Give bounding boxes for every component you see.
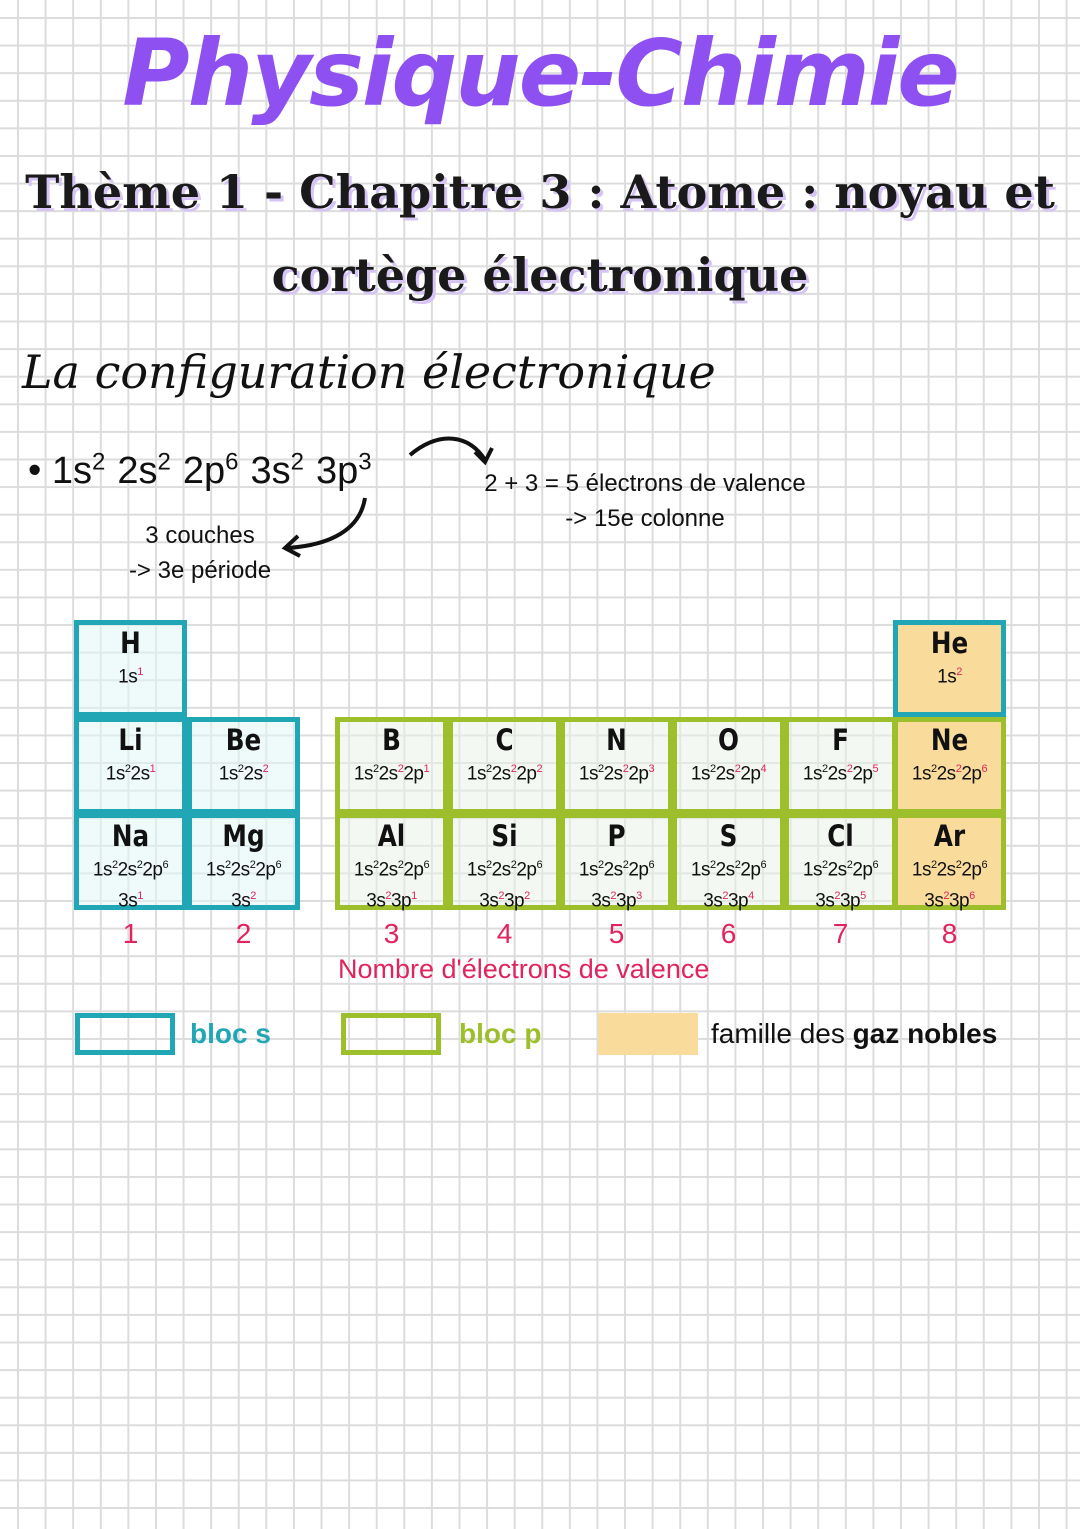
electron-configuration bbox=[192, 883, 295, 914]
subshell-exponent: 6 bbox=[423, 859, 430, 871]
orbital: $3s^2$ bbox=[250, 448, 305, 492]
subshell-exponent: 2 bbox=[249, 859, 256, 871]
orbital: $1s^2$ bbox=[51, 448, 106, 492]
legend-p-label: bloc p bbox=[459, 1018, 542, 1049]
subshell-exponent: 2 bbox=[136, 859, 143, 871]
subshell: 3s bbox=[479, 890, 499, 912]
group-number: 6 bbox=[720, 918, 737, 949]
subshell-exponent: 2 bbox=[124, 763, 131, 775]
subshell-exponent: 2 bbox=[930, 763, 937, 775]
subshell-exponent: 2 bbox=[821, 859, 828, 871]
subshell-exponent: 2 bbox=[250, 890, 256, 903]
subshell: 1s bbox=[578, 763, 598, 785]
subshell-exponent: 1 bbox=[137, 666, 143, 678]
subshell-exponent: 2 bbox=[397, 859, 404, 871]
subshell: 3p bbox=[390, 890, 412, 912]
subshell-exponent: 2 bbox=[597, 859, 604, 871]
subshell: 2p bbox=[628, 859, 649, 881]
period-note bbox=[100, 518, 300, 588]
element-cell-c bbox=[448, 717, 561, 814]
group-number: 2 bbox=[235, 918, 252, 949]
subshell: 3p bbox=[615, 890, 637, 912]
legend-noble-prefix: famille des bbox=[711, 1018, 853, 1049]
subshell-exponent: 2 bbox=[262, 763, 269, 775]
subshell: 3s bbox=[703, 890, 723, 912]
subshell-exponent: 2 bbox=[734, 763, 741, 775]
subshell-exponent: 5 bbox=[860, 890, 866, 903]
subshell: 1s bbox=[105, 763, 125, 785]
legend-s-label: bloc s bbox=[190, 1018, 271, 1049]
group-number: 1 bbox=[122, 918, 139, 949]
subshell-exponent: 2 bbox=[846, 859, 853, 871]
element-cell-ar bbox=[893, 813, 1006, 910]
subshell-exponent: 2 bbox=[111, 859, 118, 871]
subshell: 3s bbox=[366, 890, 386, 912]
group-number: 4 bbox=[496, 918, 513, 949]
subshell: 3s bbox=[591, 890, 611, 912]
element-symbol: Na bbox=[111, 819, 150, 853]
subshell-exponent: 6 bbox=[275, 859, 282, 871]
subshell: 1s bbox=[466, 763, 486, 785]
element-symbol: He bbox=[930, 626, 969, 660]
subshell: 3s bbox=[231, 890, 251, 912]
subshell-exponent: 2 bbox=[943, 890, 949, 903]
element-symbol: S bbox=[719, 819, 738, 853]
legend-noble-bold: gaz nobles bbox=[852, 1018, 998, 1049]
subshell: 1s bbox=[911, 859, 931, 881]
subshell-exponent: 4 bbox=[748, 890, 754, 903]
subshell: 2s bbox=[491, 859, 511, 881]
element-symbol: Si bbox=[491, 819, 518, 853]
subshell-exponent: 6 bbox=[872, 859, 879, 871]
chapter-title-line2: cortège électronique bbox=[271, 248, 809, 302]
arrow-right-icon bbox=[410, 439, 485, 460]
subshell: 1s bbox=[353, 763, 373, 785]
subshell-exponent: 4 bbox=[760, 763, 767, 775]
element-cell-s bbox=[672, 813, 785, 910]
subshell: 1s bbox=[118, 666, 138, 688]
subshell-exponent: 2 bbox=[956, 666, 962, 678]
subshell-exponent: 1 bbox=[149, 763, 156, 775]
subshell: 1s bbox=[802, 763, 822, 785]
electron-configuration bbox=[898, 852, 1001, 883]
element-symbol: C bbox=[495, 723, 514, 757]
subshell: 2s bbox=[715, 859, 735, 881]
subshell-exponent: 6 bbox=[162, 859, 169, 871]
element-cell-n bbox=[560, 717, 673, 814]
subshell-exponent: 2 bbox=[237, 763, 244, 775]
electron-configuration bbox=[340, 883, 443, 914]
electron-configuration bbox=[677, 883, 780, 914]
element-cell-b bbox=[335, 717, 448, 814]
electron-configuration bbox=[79, 883, 182, 914]
subshell: 2s bbox=[378, 859, 398, 881]
subshell-exponent: 2 bbox=[734, 859, 741, 871]
subshell: 1s bbox=[578, 859, 598, 881]
subshell-exponent: 2 bbox=[498, 890, 504, 903]
legend-noble-label bbox=[711, 1018, 997, 1050]
element-symbol: H bbox=[120, 626, 141, 660]
subshell: 2p bbox=[516, 763, 537, 785]
bullet: • bbox=[28, 449, 42, 492]
subshell-exponent: 1 bbox=[423, 763, 430, 775]
subshell-exponent: 2 bbox=[622, 763, 629, 775]
legend-noble-swatch bbox=[598, 1013, 698, 1055]
element-cell-na bbox=[74, 813, 187, 910]
subshell: 2s bbox=[130, 763, 150, 785]
subshell: 1s bbox=[205, 859, 225, 881]
electron-configuration bbox=[898, 756, 1001, 787]
element-symbol: Ar bbox=[933, 819, 966, 853]
subshell-exponent: 6 bbox=[981, 763, 988, 775]
electron-configuration bbox=[453, 852, 556, 883]
orbital-exponent: 6 bbox=[225, 448, 239, 475]
subshell: 3p bbox=[839, 890, 861, 912]
legend-s-swatch bbox=[75, 1013, 175, 1055]
element-symbol: Cl bbox=[827, 819, 854, 853]
period-note-line2: -> 3e période bbox=[128, 557, 272, 584]
subshell: 2p bbox=[740, 763, 761, 785]
electron-configuration bbox=[79, 852, 182, 883]
chapter-title-line1: Thème 1 - Chapitre 3 : Atome : noyau et bbox=[25, 165, 1055, 219]
subshell-exponent: 6 bbox=[969, 890, 975, 903]
valence-note bbox=[460, 466, 830, 536]
subshell: 3s bbox=[815, 890, 835, 912]
subshell-exponent: 3 bbox=[636, 890, 642, 903]
subshell: 2s bbox=[603, 763, 623, 785]
subshell-exponent: 6 bbox=[648, 859, 655, 871]
subshell: 1s bbox=[690, 859, 710, 881]
subshell-exponent: 2 bbox=[597, 763, 604, 775]
element-symbol: Al bbox=[377, 819, 406, 853]
orbital-exponent: 2 bbox=[92, 448, 106, 475]
subshell: 2p bbox=[961, 763, 982, 785]
subshell-exponent: 1 bbox=[411, 890, 417, 903]
subshell: 2p bbox=[403, 763, 424, 785]
subshell: 3s bbox=[924, 890, 944, 912]
element-cell-al bbox=[335, 813, 448, 910]
legend-p-swatch bbox=[341, 1013, 441, 1055]
subshell: 1s bbox=[937, 666, 957, 688]
subshell: 1s bbox=[353, 859, 373, 881]
subshell-exponent: 2 bbox=[485, 763, 492, 775]
electron-configuration bbox=[340, 756, 443, 787]
subshell: 2p bbox=[142, 859, 163, 881]
subshell: 1s bbox=[92, 859, 112, 881]
element-cell-cl bbox=[784, 813, 897, 910]
subshell-exponent: 2 bbox=[510, 763, 517, 775]
subshell-exponent: 2 bbox=[955, 859, 962, 871]
subshell-exponent: 5 bbox=[872, 763, 879, 775]
orbital-exponent: 2 bbox=[157, 448, 171, 475]
element-cell-p bbox=[560, 813, 673, 910]
element-symbol: N bbox=[606, 723, 627, 757]
orbital-exponent: 3 bbox=[358, 448, 372, 475]
subshell: 1s bbox=[802, 859, 822, 881]
electron-configuration bbox=[677, 852, 780, 883]
subshell: 1s bbox=[466, 859, 486, 881]
subshell-exponent: 2 bbox=[821, 763, 828, 775]
group-number: 8 bbox=[941, 918, 958, 949]
subshell-exponent: 2 bbox=[846, 763, 853, 775]
subshell-exponent: 2 bbox=[709, 763, 716, 775]
subshell-exponent: 6 bbox=[981, 859, 988, 871]
orbital: $3p^3$ bbox=[316, 448, 372, 492]
subshell: 2p bbox=[516, 859, 537, 881]
subshell-exponent: 2 bbox=[536, 763, 543, 775]
subshell: 1s bbox=[690, 763, 710, 785]
group-number: 5 bbox=[608, 918, 625, 949]
electron-configuration bbox=[453, 756, 556, 787]
electron-configuration bbox=[677, 756, 780, 787]
subshell: 2s bbox=[936, 763, 956, 785]
subshell-exponent: 2 bbox=[224, 859, 231, 871]
electron-configuration bbox=[192, 756, 295, 787]
element-cell-he bbox=[893, 620, 1006, 717]
subshell-exponent: 2 bbox=[622, 859, 629, 871]
orbital: $2s^2$ bbox=[117, 448, 171, 492]
subshell-exponent: 2 bbox=[397, 763, 404, 775]
electron-configuration bbox=[79, 756, 182, 787]
element-symbol: P bbox=[607, 819, 626, 853]
electron-configuration bbox=[789, 852, 892, 883]
subshell-exponent: 2 bbox=[372, 859, 379, 871]
electron-configuration bbox=[789, 883, 892, 914]
subshell: 2s bbox=[230, 859, 250, 881]
subshell-exponent: 2 bbox=[709, 859, 716, 871]
subshell-exponent: 2 bbox=[510, 859, 517, 871]
subshell: 2s bbox=[117, 859, 137, 881]
page-title: Physique-Chimie bbox=[122, 20, 958, 127]
subshell-exponent: 6 bbox=[760, 859, 767, 871]
section-heading: La configuration électronique bbox=[22, 345, 716, 399]
subshell: 3p bbox=[727, 890, 749, 912]
subshell-exponent: 3 bbox=[648, 763, 655, 775]
subshell: 2s bbox=[827, 859, 847, 881]
element-cell-be bbox=[187, 717, 300, 814]
subshell: 2p bbox=[403, 859, 424, 881]
subshell: 2s bbox=[827, 763, 847, 785]
subshell-exponent: 2 bbox=[834, 890, 840, 903]
orbital: $2p^6$ bbox=[182, 448, 239, 492]
electron-configuration bbox=[79, 659, 182, 690]
subshell: 2s bbox=[936, 859, 956, 881]
element-symbol: O bbox=[718, 723, 739, 757]
group-number: 3 bbox=[383, 918, 400, 949]
subshell-exponent: 2 bbox=[385, 890, 391, 903]
electron-configuration bbox=[898, 883, 1001, 914]
valence-note-line1: 2 + 3 = 5 électrons de valence bbox=[484, 470, 806, 497]
subshell-exponent: 2 bbox=[955, 763, 962, 775]
subshell: 2p bbox=[740, 859, 761, 881]
subshell-exponent: 2 bbox=[372, 763, 379, 775]
group-number: 7 bbox=[832, 918, 849, 949]
electron-configuration bbox=[565, 852, 668, 883]
subshell: 2s bbox=[603, 859, 623, 881]
subshell-exponent: 2 bbox=[524, 890, 530, 903]
period-note-line1: 3 couches bbox=[145, 522, 255, 549]
subshell: 3p bbox=[948, 890, 970, 912]
subshell-exponent: 1 bbox=[137, 890, 143, 903]
subshell: 2p bbox=[852, 859, 873, 881]
subshell-exponent: 6 bbox=[536, 859, 543, 871]
element-symbol: F bbox=[832, 723, 849, 757]
valence-axis-label: Nombre d'électrons de valence bbox=[338, 954, 710, 984]
element-cell-li bbox=[74, 717, 187, 814]
electron-configuration bbox=[565, 883, 668, 914]
subshell: 2p bbox=[628, 763, 649, 785]
subshell: 2s bbox=[715, 763, 735, 785]
orbital-exponent: 2 bbox=[290, 448, 305, 475]
electron-configuration bbox=[340, 852, 443, 883]
subshell: 1s bbox=[911, 763, 931, 785]
subshell-exponent: 2 bbox=[722, 890, 728, 903]
subshell: 2p bbox=[961, 859, 982, 881]
electron-configuration bbox=[789, 756, 892, 787]
element-symbol: Li bbox=[118, 723, 143, 757]
electron-configuration bbox=[453, 883, 556, 914]
element-symbol: B bbox=[382, 723, 401, 757]
element-cell-ne bbox=[893, 717, 1006, 814]
subshell: 2s bbox=[243, 763, 263, 785]
element-cell-h bbox=[74, 620, 187, 717]
element-cell-o bbox=[672, 717, 785, 814]
subshell-exponent: 2 bbox=[485, 859, 492, 871]
electron-configuration bbox=[565, 756, 668, 787]
element-cell-mg bbox=[187, 813, 300, 910]
subshell: 2s bbox=[491, 763, 511, 785]
subshell: 2p bbox=[852, 763, 873, 785]
subshell: 2p bbox=[255, 859, 276, 881]
subshell: 2s bbox=[378, 763, 398, 785]
element-symbol: Ne bbox=[930, 723, 969, 757]
element-cell-f bbox=[784, 717, 897, 814]
element-symbol: Be bbox=[225, 723, 262, 757]
element-symbol: Mg bbox=[222, 819, 265, 853]
subshell: 3p bbox=[503, 890, 525, 912]
subshell: 1s bbox=[218, 763, 238, 785]
subshell-exponent: 2 bbox=[610, 890, 616, 903]
element-cell-si bbox=[448, 813, 561, 910]
subshell-exponent: 2 bbox=[930, 859, 937, 871]
subshell: 3s bbox=[118, 890, 138, 912]
valence-note-line2: -> 15e colonne bbox=[565, 505, 725, 532]
electron-configuration bbox=[898, 659, 1001, 690]
electron-configuration bbox=[192, 852, 295, 883]
